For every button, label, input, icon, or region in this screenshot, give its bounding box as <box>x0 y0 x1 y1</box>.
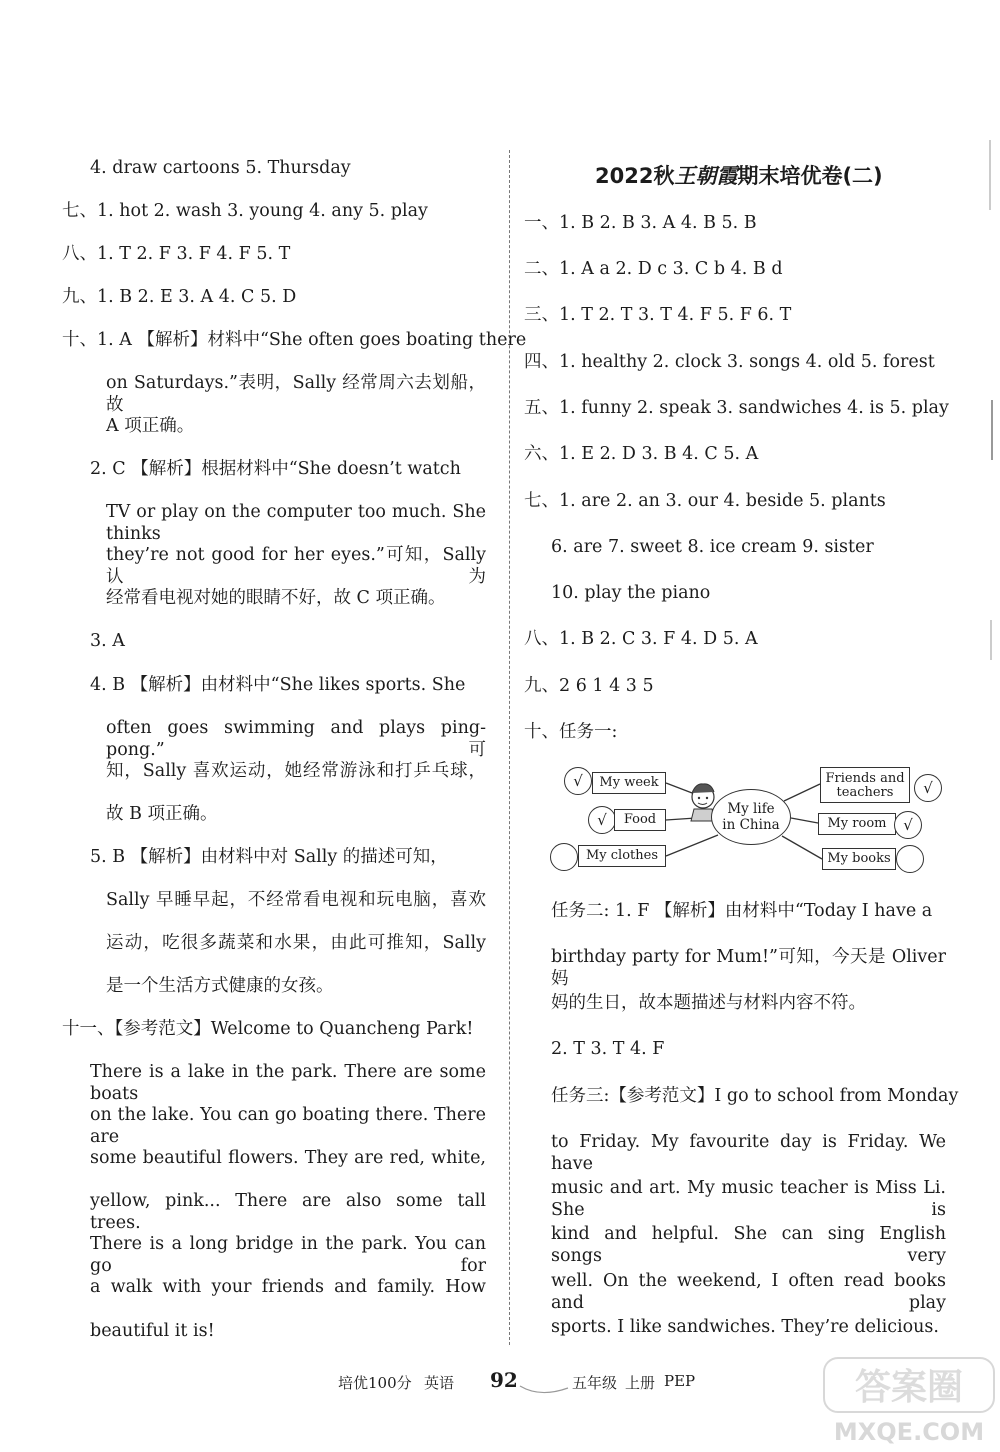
footer-grade: 五年级 <box>572 1374 618 1392</box>
essay-line: yellow, pink... There are also some tall trees. <box>90 1191 486 1233</box>
answer-line: Sally 早睡早起，不经常看电视和玩电脑，喜欢 <box>106 890 486 910</box>
task-2-line: 任务二: 1. F 【解析】由材料中“Today I have a <box>551 901 933 921</box>
essay-line: well. On the weekend, I often read books and play <box>551 1271 946 1313</box>
watermark-graphic <box>820 1352 998 1448</box>
answer-line: 10. play the piano <box>551 583 711 603</box>
answer-line-section-2: 二、1. A a 2. D c 3. C b 4. B d <box>524 259 783 279</box>
essay-line: a walk with your friends and family. How <box>90 1277 486 1297</box>
exam-title <box>595 160 883 190</box>
answer-line: 2. C 【解析】根据材料中“She doesn’t watch <box>90 459 461 479</box>
check-circle <box>896 845 924 873</box>
answer-line: 经常看电视对她的眼睛不好，故 C 项正确。 <box>106 588 446 608</box>
task-2-line: 妈的生日，故本题描述与材料内容不符。 <box>551 993 866 1013</box>
task-2-line: birthday party for Mum!”可知，今天是 Oliver 妈 <box>551 947 946 989</box>
answer-line-section-7: 七、1. hot 2. wash 3. young 4. any 5. play <box>62 201 428 221</box>
answer-line-section-1: 一、1. B 2. B 3. A 4. B 5. B <box>524 213 757 233</box>
answer-line-section-3: 三、1. T 2. T 3. T 4. F 5. F 6. T <box>524 305 792 325</box>
footer-subject: 英语 <box>424 1374 455 1392</box>
page-number: 92 <box>490 1368 518 1392</box>
check-circle: √ <box>894 811 922 839</box>
answer-line: 4. B 【解析】由材料中“She likes sports. She <box>90 675 466 695</box>
answer-line-section-6: 六、1. E 2. D 3. B 4. C 5. A <box>524 444 759 464</box>
footer-book-name: 培优100分 <box>338 1374 412 1392</box>
answer-line: 5. B 【解析】由材料中对 Sally 的描述可知， <box>90 847 448 867</box>
essay-line: on the lake. You can go boating there. There are <box>90 1105 486 1147</box>
topic-box-my-books: My books <box>822 848 896 870</box>
topic-box-my-clothes: My clothes <box>578 845 666 867</box>
essay-line: There is a long bridge in the park. You can go for <box>90 1234 486 1276</box>
scan-edge-mark <box>984 100 1000 700</box>
task-3-line: 任务三:【参考范文】I go to school from Monday <box>551 1086 959 1106</box>
answer-line-section-10: 十、1. A 【解析】材料中“She often goes boating there <box>62 330 527 350</box>
essay-line: to Friday. My favourite day is Friday. We have <box>551 1132 946 1174</box>
essay-line: sports. I like sandwiches. They’re delicious. <box>551 1317 939 1337</box>
task-2-line: 2. T 3. T 4. F <box>551 1039 665 1059</box>
answer-line-section-11: 十一、【参考范文】Welcome to Quancheng Park! <box>62 1019 474 1039</box>
essay-line: beautiful it is! <box>90 1321 215 1341</box>
footer-volume: 上册 <box>625 1374 656 1392</box>
answer-line: 3. A <box>90 631 125 651</box>
answer-line-section-5: 五、1. funny 2. speak 3. sandwiches 4. is 5. play <box>524 398 949 418</box>
answer-line-section-9: 九、1. B 2. E 3. A 4. C 5. D <box>62 287 297 307</box>
answer-line: on Saturdays.”表明，Sally 经常周六去划船，故 <box>106 373 486 415</box>
answer-line: 运动，吃很多蔬菜和水果，由此可推知，Sally <box>106 933 486 953</box>
answer-line: 故 B 项正确。 <box>106 804 218 824</box>
topic-box-friends-teachers: Friends and teachers <box>820 767 910 803</box>
title-year: 2022秋 <box>595 164 675 188</box>
answer-line: 知，Sally 喜欢运动，她经常游泳和打乒乓球， <box>106 761 486 781</box>
topic-box-food: Food <box>614 809 666 831</box>
answer-line: 是一个生活方式健康的女孩。 <box>106 976 334 996</box>
mind-map-diagram <box>548 757 948 875</box>
answer-line-section-4: 四、1. healthy 2. clock 3. songs 4. old 5. forest <box>524 352 935 372</box>
center-topic-line: My life <box>727 801 775 817</box>
answer-line: A 项正确。 <box>106 416 195 436</box>
svg-text:MXQE.COM: MXQE.COM <box>833 1418 985 1446</box>
answer-line-section-8: 八、1. T 2. F 3. F 4. F 5. T <box>62 244 291 264</box>
answer-line-section-7: 七、1. are 2. an 3. our 4. beside 5. plants <box>524 491 886 511</box>
footer-edition: PEP <box>664 1372 696 1390</box>
essay-line: kind and helpful. She can sing English songs very <box>551 1224 946 1266</box>
answer-line: they’re not good for her eyes.”可知，Sally 认为 <box>106 545 486 587</box>
footer-swoosh-decoration <box>518 1380 570 1394</box>
answer-line: 4. draw cartoons 5. Thursday <box>90 158 351 178</box>
answer-line: 6. are 7. sweet 8. ice cream 9. sister <box>551 537 874 557</box>
check-circle <box>550 843 578 871</box>
center-topic-oval <box>711 789 791 845</box>
center-topic-line: in China <box>722 817 780 833</box>
answer-line-section-9: 九、2 6 1 4 3 5 <box>524 676 654 696</box>
check-circle: √ <box>588 806 616 834</box>
essay-line: music and art. My music teacher is Miss Li. She is <box>551 1178 946 1220</box>
answer-line-section-10: 十、任务一: <box>524 722 618 742</box>
check-circle: √ <box>564 767 592 795</box>
answer-line-section-8: 八、1. B 2. C 3. F 4. D 5. A <box>524 629 758 649</box>
essay-line: some beautiful flowers. They are red, white, <box>90 1148 486 1168</box>
check-circle: √ <box>914 774 942 802</box>
topic-box-my-week: My week <box>592 772 666 794</box>
svg-text:答案圈: 答案圈 <box>854 1367 964 1408</box>
watermark-logo <box>820 1352 998 1448</box>
essay-line: There is a lake in the park. There are some boats <box>90 1062 486 1104</box>
brand-logo: 王朝霞 <box>674 163 738 188</box>
topic-box-my-room: My room <box>818 813 896 835</box>
title-text: 期末培优卷(二) <box>737 164 883 188</box>
answer-line: often goes swimming and plays ping-pong.”可 <box>106 718 486 760</box>
answer-line: TV or play on the computer too much. She thinks <box>106 502 486 544</box>
